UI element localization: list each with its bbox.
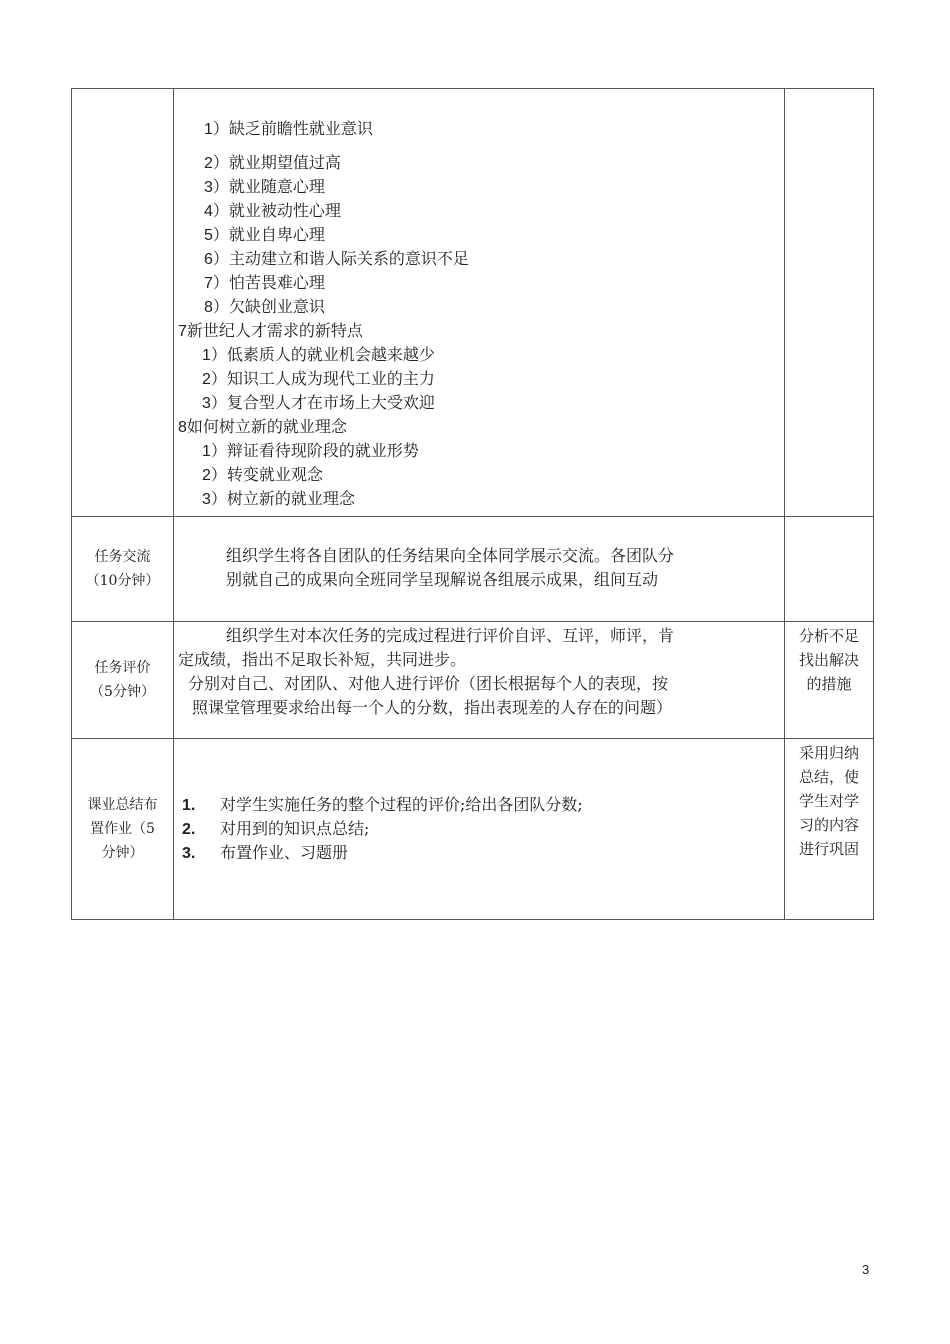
stage-cell <box>72 739 174 920</box>
list-item-text: 就业被动性心理 <box>228 201 341 220</box>
list-item-text: 就业随意心理 <box>228 177 325 196</box>
content-cell <box>174 739 785 920</box>
paragraph-line: 组织学生将各自团队的任务结果向全体同学展示交流。各团队分 <box>226 546 675 565</box>
list-item-text: 怕苦畏难心理 <box>228 273 325 292</box>
paragraph-line: 别就自己的成果向全班同学呈现解说各组展示成果，组间互动 <box>226 570 659 589</box>
stage-duration: 分钟） <box>101 845 144 861</box>
evaluation-row <box>72 622 874 739</box>
exchange-row <box>72 517 874 622</box>
list-item-number: 1） <box>202 443 227 460</box>
list-item-number: 2） <box>204 155 229 172</box>
lesson-plan-table <box>71 88 874 920</box>
summary-row <box>72 739 874 920</box>
list-item <box>182 841 784 865</box>
list-item <box>174 223 784 247</box>
list-item-text: 就业自卑心理 <box>228 225 325 244</box>
list-item-text: 转变就业观念 <box>226 465 323 484</box>
paragraph-line: 分别对自己、对团队、对他人进行评价（团长根据每个人的表现，按 <box>188 674 669 693</box>
note-line: 的措施 <box>806 675 852 693</box>
list-item <box>174 439 784 463</box>
stage-title: 课业总结布 <box>87 797 158 813</box>
stage-cell <box>72 622 174 739</box>
summary-list <box>174 793 784 865</box>
list-item <box>174 367 784 391</box>
note-cell-empty <box>785 89 874 517</box>
list-item <box>174 199 784 223</box>
list-item <box>174 463 784 487</box>
paragraph-line: 组织学生对本次任务的完成过程进行评价自评、互评，师评，肯 <box>226 626 675 645</box>
list-item-number: 7 <box>178 323 187 340</box>
content-list <box>174 117 784 511</box>
list-item-number: 1） <box>202 347 227 364</box>
stage-title: 置作业（5 <box>90 821 155 837</box>
list-item-text: 对学生实施任务的整个过程的评价;给出各团队分数; <box>220 795 583 814</box>
list-item-number: 8） <box>204 299 229 316</box>
note-line: 采用归纳 <box>798 744 859 762</box>
page-number: 3 <box>862 1262 870 1277</box>
list-item-number: 1. <box>182 797 196 814</box>
list-item <box>182 793 784 817</box>
list-item-number: 3） <box>202 491 227 508</box>
note-cell <box>785 739 874 920</box>
list-item-number: 2. <box>182 821 196 838</box>
stage-cell-empty <box>72 89 174 517</box>
note-line: 分析不足 <box>798 627 859 645</box>
content-cell <box>174 89 785 517</box>
list-item-number: 3） <box>202 395 227 412</box>
stage-duration: （10分钟） <box>85 573 160 589</box>
list-item-text: 欠缺创业意识 <box>228 297 325 316</box>
list-item-number: 6） <box>204 251 229 268</box>
list-item <box>174 415 784 439</box>
stage-title: 任务交流 <box>94 549 151 565</box>
list-item-text: 对用到的知识点总结; <box>220 819 370 838</box>
paragraph-line: 定成绩，指出不足取长补短，共同进步。 <box>178 650 467 669</box>
list-item-number: 3. <box>182 845 196 862</box>
note-line: 找出解决 <box>798 651 859 669</box>
note-line: 总结，使 <box>798 768 859 786</box>
list-item <box>174 391 784 415</box>
note-cell-empty <box>785 517 874 622</box>
list-item <box>174 295 784 319</box>
list-item <box>174 319 784 343</box>
list-item-text: 新世纪人才需求的新特点 <box>186 321 363 340</box>
note-line: 学生对学 <box>798 792 859 810</box>
list-item-number: 2） <box>202 467 227 484</box>
list-item <box>182 817 784 841</box>
list-item-text: 就业期望值过高 <box>228 153 341 172</box>
list-item-text: 主动建立和谐人际关系的意识不足 <box>228 249 469 268</box>
stage-title: 任务评价 <box>94 660 151 676</box>
list-item <box>174 117 784 141</box>
content-cell <box>174 622 785 739</box>
list-item-number: 7） <box>204 275 229 292</box>
list-item <box>174 175 784 199</box>
stage-duration: （5分钟） <box>90 684 155 700</box>
list-item-number: 4） <box>204 203 229 220</box>
list-item-number: 2） <box>202 371 227 388</box>
content-row <box>72 89 874 517</box>
list-item-number: 1） <box>204 121 229 138</box>
list-item <box>174 247 784 271</box>
list-item-text: 树立新的就业理念 <box>226 489 355 508</box>
list-item-text: 缺乏前瞻性就业意识 <box>228 119 373 138</box>
list-item-text: 布置作业、习题册 <box>220 843 349 862</box>
list-item-text: 如何树立新的就业理念 <box>186 417 347 436</box>
list-item-text: 低素质人的就业机会越来越少 <box>226 345 435 364</box>
list-item <box>174 151 784 175</box>
note-line: 习的内容 <box>798 816 859 834</box>
list-item-number: 3） <box>204 179 229 196</box>
list-item <box>174 343 784 367</box>
stage-cell <box>72 517 174 622</box>
note-cell <box>785 622 874 739</box>
paragraph-line: 照课堂管理要求给出每一个人的分数，指出表现差的人存在的问题） <box>192 698 673 717</box>
list-item <box>174 487 784 511</box>
list-item <box>174 271 784 295</box>
list-item-text: 复合型人才在市场上大受欢迎 <box>226 393 435 412</box>
list-item-text: 知识工人成为现代工业的主力 <box>226 369 435 388</box>
list-item-number: 8 <box>178 419 187 436</box>
note-line: 进行巩固 <box>798 840 859 858</box>
content-cell <box>174 517 785 622</box>
list-item-text: 辩证看待现阶段的就业形势 <box>226 441 419 460</box>
list-item-number: 5） <box>204 227 229 244</box>
